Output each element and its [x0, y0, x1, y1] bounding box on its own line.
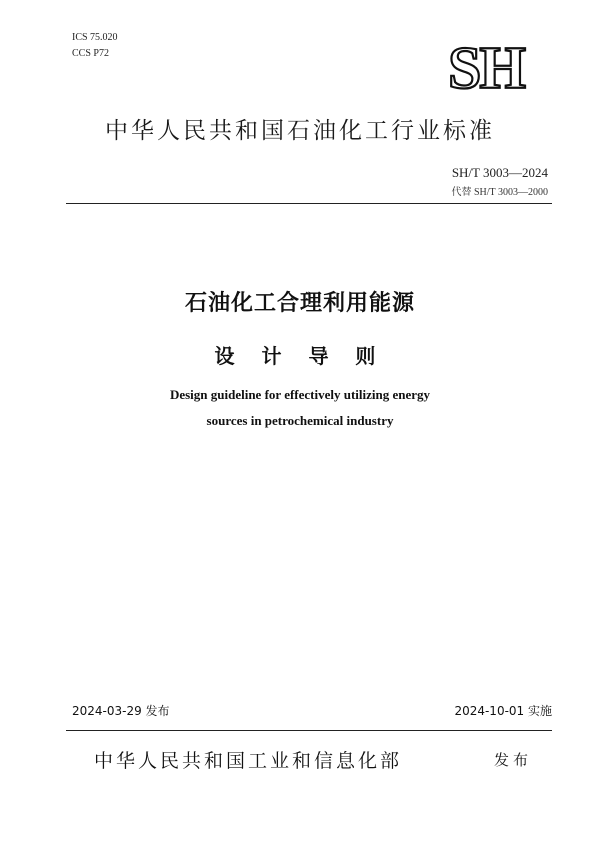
issuer-action: 发布	[494, 751, 533, 769]
ics-code: ICS 75.020	[72, 32, 118, 43]
document-title-cn: 石油化工合理利用能源	[184, 291, 415, 316]
issue-date: 2024-03-29 发布	[72, 704, 170, 718]
title-en-line-2: sources in petrochemical industry	[206, 413, 394, 428]
document-subtitle-cn: 设 计 导 则	[214, 344, 386, 368]
replaces-standard: 代替 SH/T 3003—2000	[451, 187, 548, 198]
document-title-en	[0, 382, 600, 434]
issuing-authority: 中华人民共和国工业和信息化部	[94, 750, 403, 772]
top-divider	[66, 203, 552, 204]
implementation-date: 2024-10-01 实施	[454, 704, 552, 718]
title-en-line-1: Design guideline for effectively utilizing energy	[169, 387, 431, 402]
standard-number: SH/T 3003—2024	[451, 165, 548, 180]
sh-logo-text: SH	[447, 38, 525, 94]
sh-logo	[424, 38, 548, 94]
ccs-code: CCS P72	[72, 48, 109, 59]
classification-codes	[72, 30, 118, 62]
bottom-divider	[66, 730, 552, 731]
standard-category: 中华人民共和国石油化工行业标准	[105, 118, 495, 144]
